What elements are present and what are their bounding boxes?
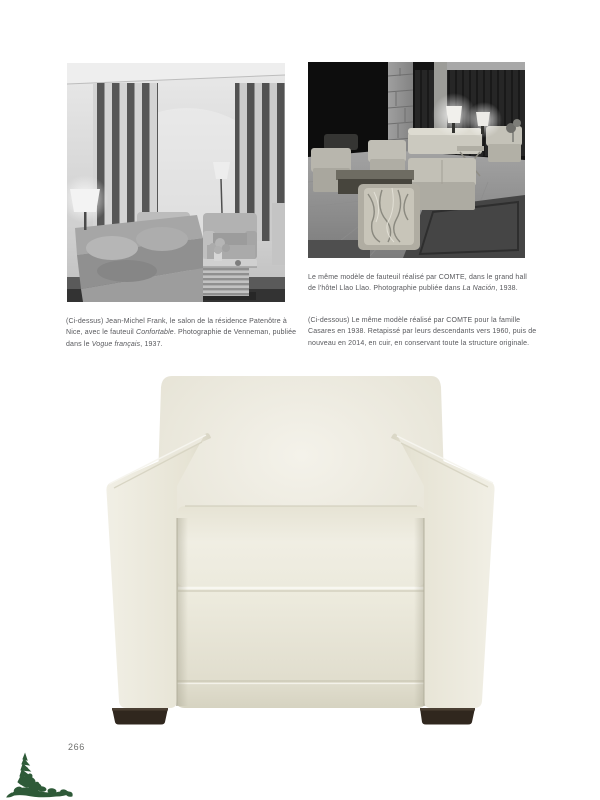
caption-line: dans le Vogue français, 1937. <box>66 340 163 348</box>
hall-photo-illustration <box>308 62 525 258</box>
caption-line: nouveau en 2014, en cuir, en conservant toute la structure originale. <box>308 339 530 347</box>
photo-llao-llao-hall <box>308 62 525 258</box>
caption-llao-llao <box>308 272 542 295</box>
caption-casares <box>308 315 548 349</box>
caption-line: Le même modèle de fauteuil réalisé par COMTE, dans le grand hall <box>308 274 527 281</box>
photo-salon-patenotre <box>67 63 285 302</box>
caption-line: de l'hôtel Llao Llao. Photographie publiée dans La Nación, 1938. <box>308 285 518 293</box>
photo-confortable-armchair <box>95 368 505 748</box>
caption-line: (Ci-dessous) Le même modèle réalisé par COMTE pour la famille <box>308 317 521 324</box>
salon-photo-illustration <box>67 63 285 302</box>
caption-patenotre <box>66 316 300 350</box>
corner-foliage-ornament-icon <box>4 752 76 798</box>
caption-line: Nice, avec le fauteuil Confortable. Photographie de Venneman, publiée <box>66 329 297 337</box>
caption-line: (Ci-dessus) Jean-Michel Frank, le salon de la résidence Patenôtre à <box>66 318 287 325</box>
armchair-illustration <box>95 368 505 748</box>
caption-line: Casares en 1938. Retapissé par leurs descendants vers 1960, puis de <box>308 328 537 336</box>
page-number: 266 <box>68 742 85 752</box>
